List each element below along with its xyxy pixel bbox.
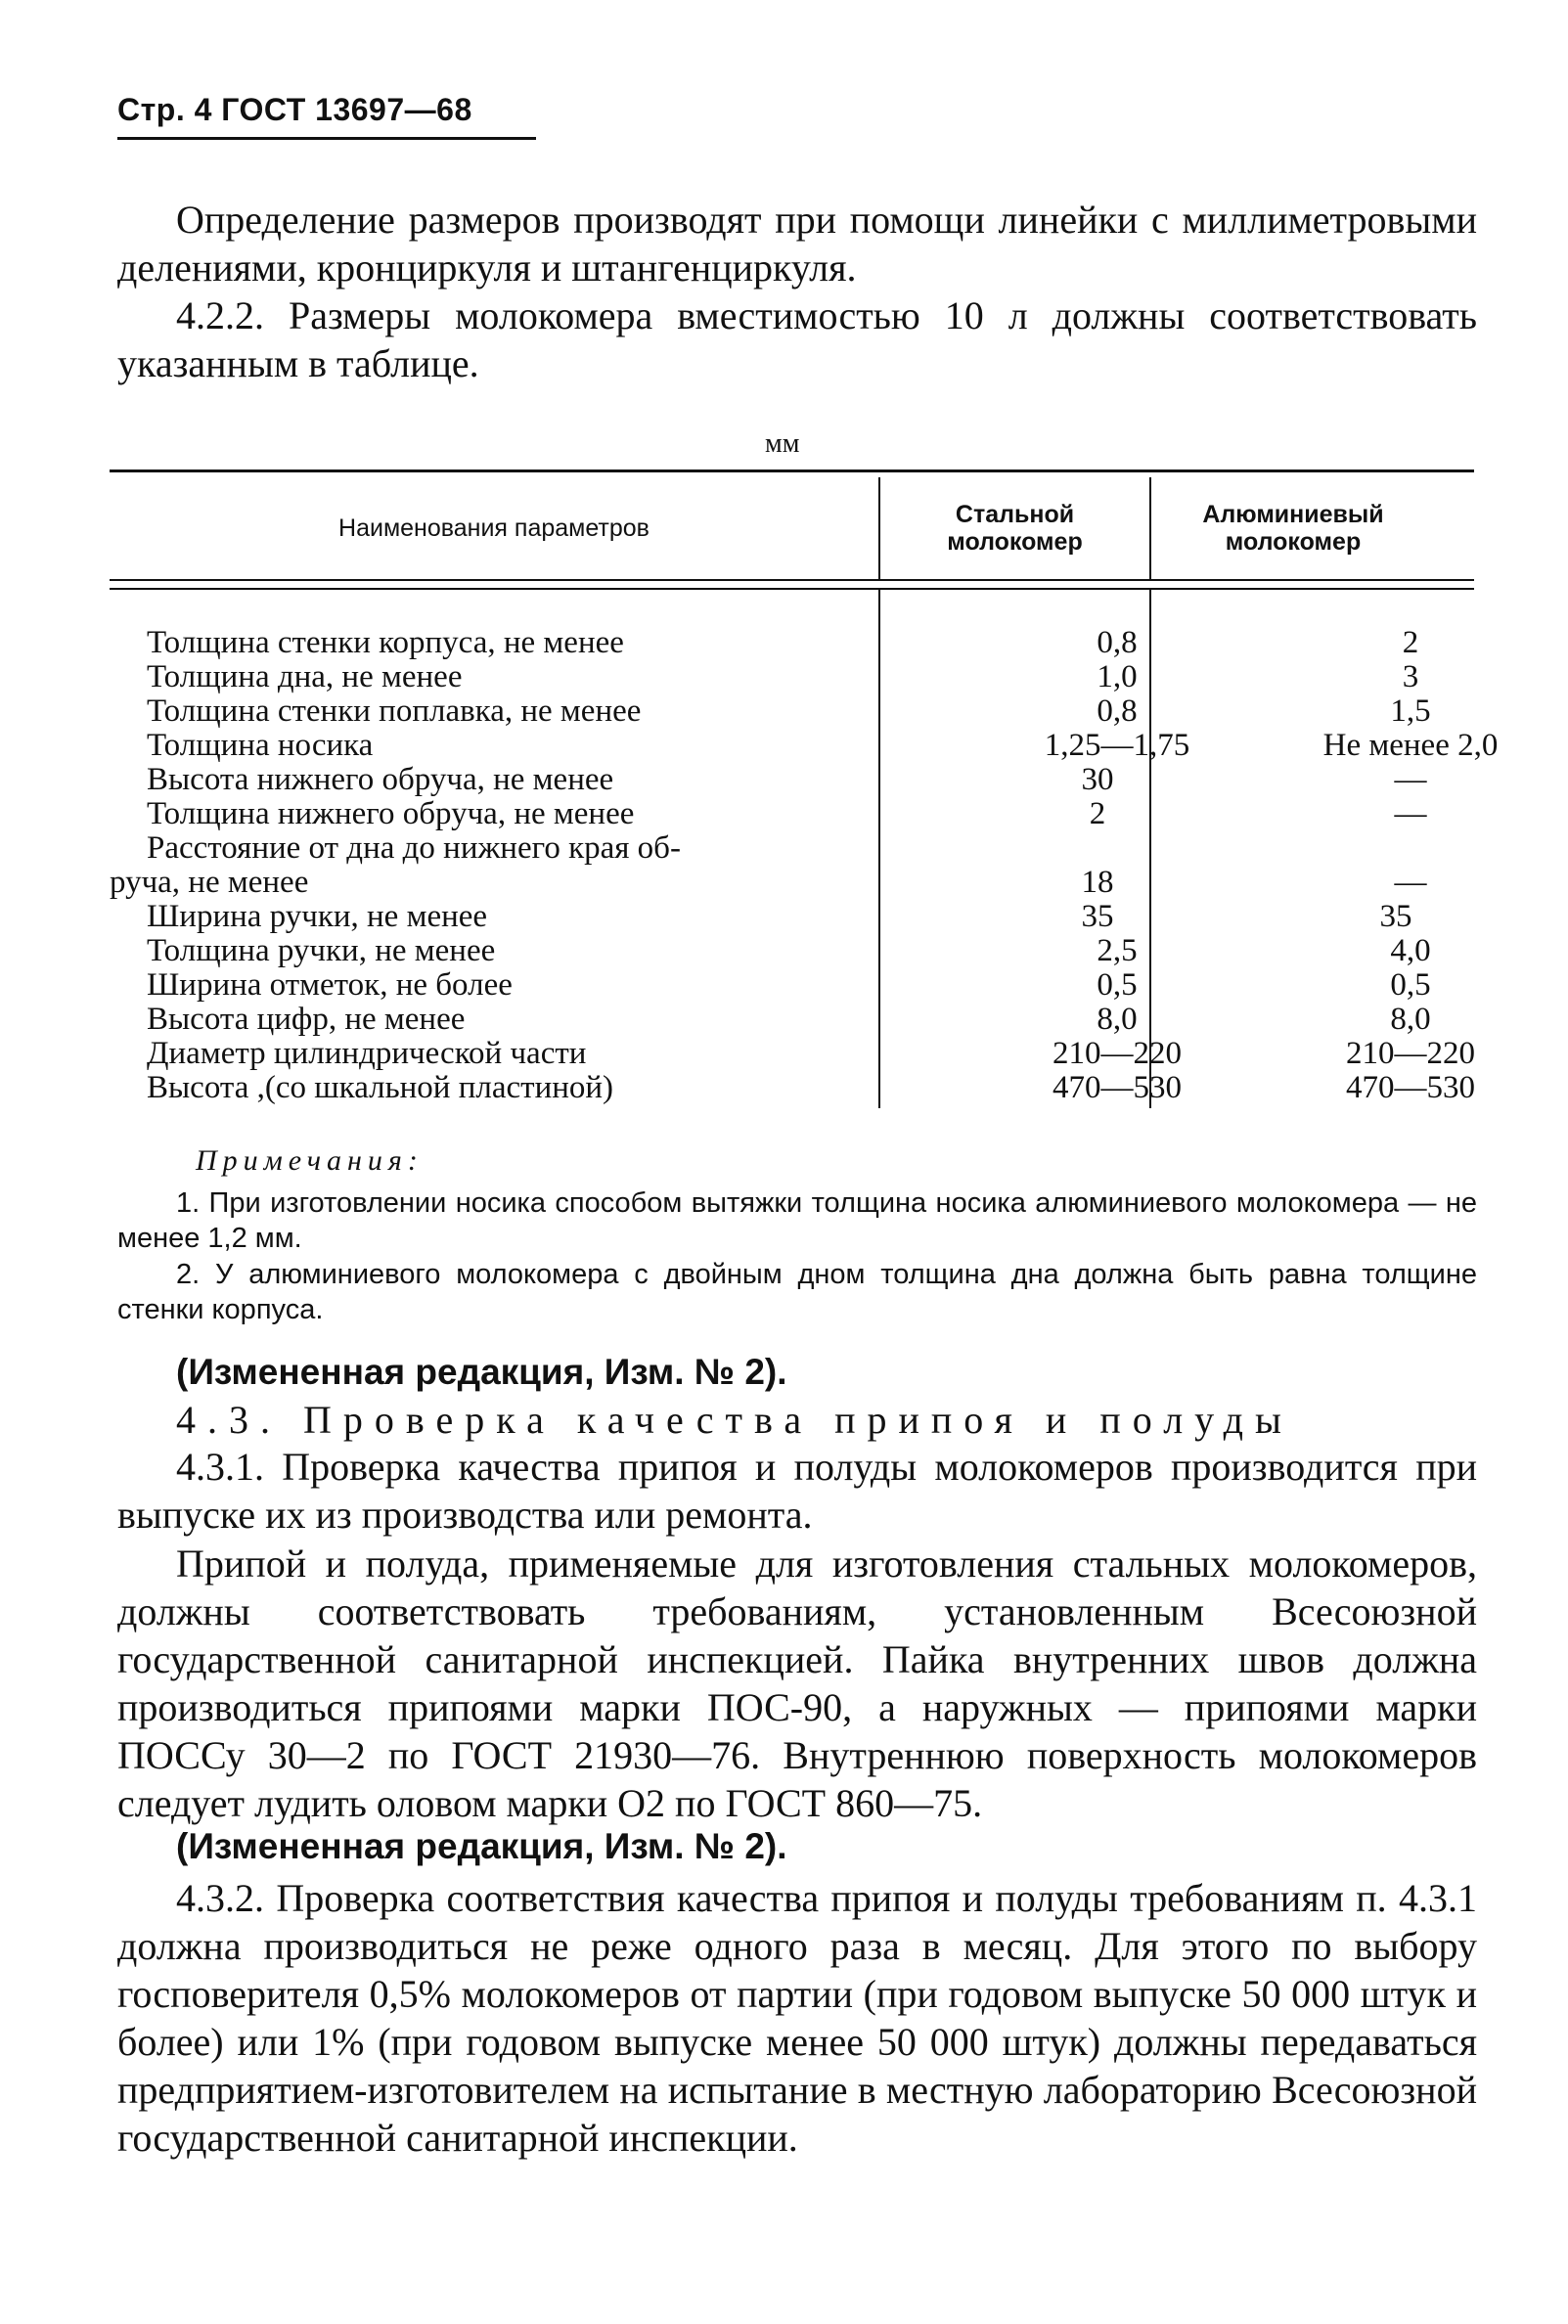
row-steel: 30 xyxy=(1081,762,1114,797)
table-unit: мм xyxy=(765,428,800,459)
intro-paragraph-1: Определение размеров производят при помощи линейки с миллиметровыми делениями, кронциркуля и штангенциркуля. xyxy=(117,198,1477,290)
table-row xyxy=(110,1003,1474,1037)
row-steel: 18 xyxy=(1081,865,1114,900)
table-header-rule-2 xyxy=(110,588,1474,590)
row-steel: 210—220 xyxy=(1053,1036,1182,1071)
row-steel: 35 xyxy=(1081,899,1114,934)
table-row xyxy=(110,797,1474,831)
row-alum: 470—530 xyxy=(1346,1070,1475,1105)
row-steel: 8,0 xyxy=(1097,1002,1138,1037)
row-name: Расстояние от дна до нижнего края об- xyxy=(147,830,681,866)
row-alum: 8,0 xyxy=(1390,1002,1431,1037)
table-row xyxy=(110,763,1474,797)
section-4-3-1: 4.3.1. Проверка качества припоя и полуды молокомеров производится при выпуске их из производства или ремонта. xyxy=(117,1445,1477,1537)
row-name: Ширина ручки, не менее xyxy=(147,899,488,934)
row-name: Высота цифр, не менее xyxy=(147,1002,466,1037)
table-row xyxy=(110,900,1474,934)
note-1: 1. При изготовлении носика способом вытяжки толщина носика алюминиевого молокомера — не менее 1,2 мм. xyxy=(117,1187,1477,1254)
intro-paragraph-2: 4.2.2. Размеры молокомера вместимостью 10 л должны соответствовать указанным в таблице. xyxy=(117,293,1477,385)
page-header: Стр. 4 ГОСТ 13697—68 xyxy=(117,92,472,127)
row-name: Толщина стенки поплавка, не менее xyxy=(147,693,642,729)
row-name: Диаметр цилиндрической части xyxy=(147,1036,587,1071)
table-row xyxy=(110,660,1474,694)
header-alum-2: молокомер xyxy=(1225,528,1362,556)
table-row xyxy=(110,968,1474,1003)
notes-title: Примечания: xyxy=(196,1144,424,1177)
row-alum: 1,5 xyxy=(1390,693,1431,729)
row-name: Ширина отметок, не более xyxy=(147,967,513,1003)
table-row xyxy=(110,866,1474,900)
row-name: руча, не менее xyxy=(110,865,309,900)
row-steel: 2,5 xyxy=(1097,933,1138,968)
row-alum: — xyxy=(1394,762,1427,797)
row-alum: 4,0 xyxy=(1390,933,1431,968)
row-steel: 0,5 xyxy=(1097,967,1138,1003)
row-steel: 470—530 xyxy=(1053,1070,1182,1105)
section-4-3-2: 4.3.2. Проверка соответствия качества припоя и полуды требованиям п. 4.3.1 должна производиться не реже одного раза в месяц. Для этого по выбору госповерителя 0,5% молокомеров от партии (при годовом выпуске 50 000 штук и более) или 1% (при годовом выпуске менее 50 000 штук) должны передаваться предприятием-изготовителем на испытание в местную лабораторию Всесоюзной государственной санитарной инспекции. xyxy=(117,1876,1477,2160)
row-name: Толщина дна, не менее xyxy=(147,659,463,694)
row-alum: 3 xyxy=(1402,659,1419,694)
amendment-note-2: (Измененная редакция, Изм. № 2). xyxy=(176,1826,787,1866)
table-row xyxy=(110,694,1474,729)
table-row xyxy=(110,728,1499,763)
header-steel-1: Стальной xyxy=(955,501,1075,528)
header-param: Наименования параметров xyxy=(338,514,650,542)
row-steel: 0,8 xyxy=(1097,693,1138,729)
row-alum: 0,5 xyxy=(1390,967,1431,1003)
row-alum: — xyxy=(1394,865,1427,900)
row-alum: 210—220 xyxy=(1346,1036,1475,1071)
row-name: Толщина ручки, не менее xyxy=(147,933,496,968)
row-name: Толщина стенки корпуса, не менее xyxy=(147,625,624,660)
row-alum: Не менее 2,0 xyxy=(1322,728,1499,763)
section-4-3-title: 4.3. Проверка качества припоя и полуды xyxy=(176,1398,1293,1442)
row-name: Толщина носика xyxy=(147,728,374,763)
row-name: Высота ,(со шкальной пластиной) xyxy=(147,1070,614,1105)
row-steel: 1,0 xyxy=(1097,659,1138,694)
table-header-rule xyxy=(110,579,1474,581)
row-name: Толщина нижнего обруча, не менее xyxy=(147,796,635,831)
row-steel: 0,8 xyxy=(1097,625,1138,660)
table-top-rule xyxy=(110,469,1474,472)
solder-paragraph: Припой и полуда, применяемые для изготовления стальных молокомеров, должны соответствовать требованиям, установленным Всесоюзной государственной санитарной инспекцией. Пайка внутренних швов должна производиться припоями марки ПОС-90, а наружных — припоями марки ПОССу 30—2 по ГОСТ 21930—76. Внутреннюю поверхность молокомеров следует лудить оловом марки О2 по ГОСТ 860—75. xyxy=(117,1542,1477,1825)
table-row xyxy=(110,626,1474,660)
table-row xyxy=(110,934,1474,968)
table-row xyxy=(110,1071,1474,1105)
header-rule xyxy=(117,137,536,140)
table-row xyxy=(110,1037,1474,1071)
header-alum-1: Алюминиевый xyxy=(1202,501,1384,528)
row-alum: 35 xyxy=(1379,899,1412,934)
amendment-note-1: (Измененная редакция, Изм. № 2). xyxy=(176,1352,787,1392)
row-alum: 2 xyxy=(1402,625,1419,660)
row-name: Высота нижнего обруча, не менее xyxy=(147,762,614,797)
row-alum: — xyxy=(1394,796,1427,831)
note-2: 2. У алюминиевого молокомера с двойным дном толщина дна должна быть равна толщине стенки корпуса. xyxy=(117,1259,1477,1325)
row-steel: 1,25—1,75 xyxy=(1044,728,1190,763)
table-row xyxy=(110,831,1474,866)
row-steel: 2 xyxy=(1089,796,1106,831)
header-steel-2: молокомер xyxy=(947,528,1083,556)
